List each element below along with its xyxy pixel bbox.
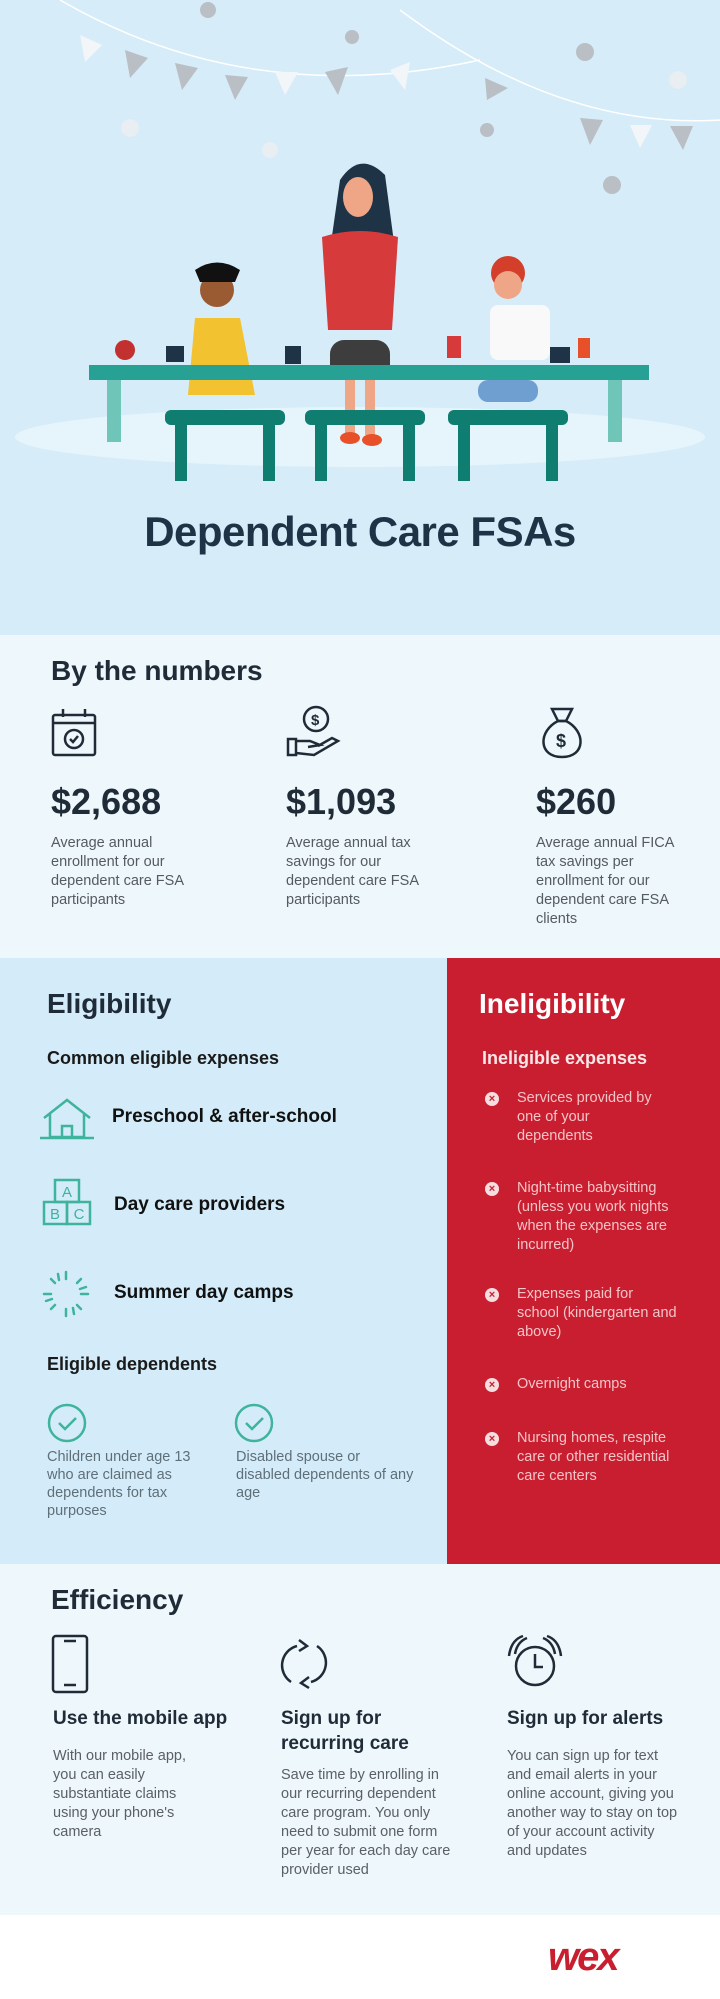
page-title: Dependent Care FSAs	[144, 508, 576, 555]
section-heading: Efficiency	[51, 1584, 184, 1615]
ineligible-expense: Overnight camps	[517, 1376, 627, 1392]
svg-text:A: A	[61, 1184, 73, 1201]
feature-description: Save time by enrolling in our recurring dependent care program. You only need to submit one form per year for each day care provider used	[281, 1767, 451, 1878]
ineligibility-section	[447, 958, 720, 1564]
stat-description: Average annual tax savings for our dependent care FSA participants	[286, 835, 419, 908]
by-the-numbers-section	[0, 635, 720, 958]
ineligible-expense: Night-time babysitting (unless you work nights when the expenses are incurred)	[517, 1180, 669, 1253]
check-circle-icon	[46, 1402, 88, 1444]
subheading: Ineligible expenses	[482, 1048, 648, 1068]
svg-text:$: $	[311, 712, 320, 729]
svg-text:$: $	[556, 731, 567, 751]
section-heading: By the numbers	[51, 655, 263, 686]
ineligible-expense: Nursing homes, respite care or other residential care centers	[517, 1430, 670, 1484]
mobile-phone-icon	[51, 1634, 91, 1696]
efficiency-section	[0, 1564, 720, 1915]
stat-description: Average annual enrollment for our dependent care FSA participants	[51, 835, 184, 908]
ineligible-expense: Expenses paid for school (kindergarten and above)	[517, 1286, 677, 1340]
eligible-expense: Preschool & after-school	[112, 1106, 337, 1127]
eligibility-section	[0, 958, 447, 1564]
x-circle-icon: ×	[485, 1092, 499, 1106]
abc-blocks-icon	[42, 1178, 92, 1226]
section-heading: Eligibility	[47, 988, 172, 1019]
feature-description: With our mobile app, you can easily substantiate claims using your phone's camera	[53, 1748, 186, 1840]
subheading: Eligible dependents	[47, 1354, 218, 1374]
feature-description: You can sign up for text and email alerts in your online account, giving you another way to stay on top of your account activity and updates	[507, 1748, 678, 1859]
svg-text:B: B	[49, 1206, 61, 1223]
stat-value: $260	[536, 781, 617, 822]
svg-text:C: C	[73, 1206, 85, 1223]
eligible-expense: Day care providers	[114, 1194, 286, 1215]
eligible-expense: Summer day camps	[114, 1282, 294, 1303]
stat-value: $2,688	[51, 781, 162, 822]
x-circle-icon: ×	[485, 1432, 499, 1446]
eligible-dependent: Disabled spouse or disabled dependents of any age	[236, 1449, 414, 1501]
sun-icon	[42, 1270, 90, 1318]
eligible-dependent: Children under age 13 who are claimed as dependents for tax purposes	[47, 1449, 191, 1519]
house-icon	[40, 1098, 94, 1140]
x-circle-icon: ×	[485, 1182, 499, 1196]
wex-logo: wex	[548, 1935, 618, 1979]
feature-title: Sign up for alerts	[507, 1708, 664, 1729]
hero-illustration	[0, 0, 720, 500]
alarm-clock-icon	[503, 1634, 567, 1690]
calendar-check-icon	[51, 707, 97, 759]
money-bag-icon	[536, 705, 588, 761]
hero-section	[0, 0, 720, 635]
subheading: Common eligible expenses	[47, 1048, 280, 1068]
x-circle-icon: ×	[485, 1288, 499, 1302]
check-circle-icon	[233, 1402, 275, 1444]
feature-title: Use the mobile app	[53, 1708, 228, 1729]
ineligible-expense: Services provided by one of your dependents	[517, 1090, 652, 1144]
x-circle-icon: ×	[485, 1378, 499, 1392]
section-heading: Ineligibility	[479, 988, 626, 1019]
feature-title: Sign up for recurring care	[281, 1708, 409, 1754]
recurring-arrows-icon	[279, 1636, 329, 1692]
stat-description: Average annual FICA tax savings per enrollment for our dependent care FSA clients	[536, 835, 674, 927]
hand-coin-icon	[286, 705, 342, 761]
stat-value: $1,093	[286, 781, 397, 822]
